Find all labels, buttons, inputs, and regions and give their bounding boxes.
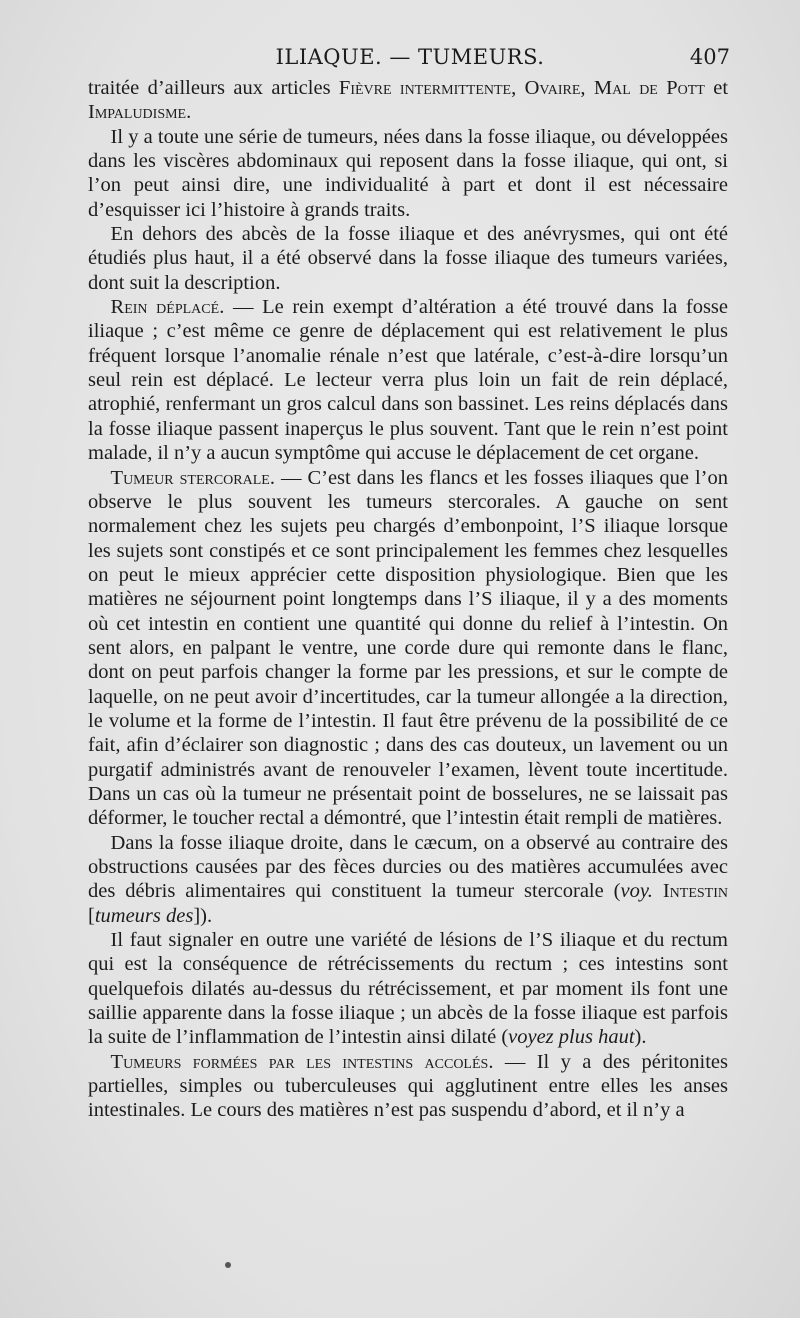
text-run: traitée d’ailleurs aux articles <box>88 77 339 99</box>
paragraph <box>88 928 728 1050</box>
body-text <box>88 76 728 1123</box>
text-run: . — Le rein exempt d’altération a été trouvé dans la fosse iliaque ; c’est même ce genre de déplacement qui est relativement le plus fréquent lorsque l’anomalie rénale n’est que latérale, c’est-à-dire lorsqu’un seul rein est déplacé. Le lecteur verra plus loin un fait de rein déplacé, atrophié, renfermant un gros calcul dans son bassinet. Les reins déplacés dans la fosse iliaque passent inaperçus le plus souvent. Tant que le rein n’est point malade, il n’y a aucun symptôme qui accuse le déplacement de cet organe. <box>88 296 728 465</box>
page-number: 407 <box>689 45 730 69</box>
small-caps-heading: Impaludisme <box>88 101 187 124</box>
small-caps-heading: Ovaire <box>524 77 581 99</box>
paragraph <box>88 466 728 831</box>
small-caps-heading: Tumeurs formées par les intestins accolés <box>110 1050 489 1073</box>
running-title: ILIAQUE. — TUMEURS. <box>275 45 545 69</box>
text-run: ]). <box>193 904 213 927</box>
text-run: [ <box>88 904 95 927</box>
small-caps-heading: Intestin <box>662 880 728 903</box>
paragraph <box>88 222 728 295</box>
small-caps-heading: Fièvre intermittente <box>338 77 512 99</box>
paragraph <box>88 1050 728 1123</box>
text-run: Il faut signaler en outre une variété de lésions de l’S iliaque et du rectum qui est la conséquence de rétrécissements du rectum ; ces intestins sont quelquefois dilatés au-dessus du rétrécissement, et par moment ils font une saillie apparente dans la fosse iliaque ; un abcès de la fosse iliaque est parfois la suite de l’inflammation de l’intestin ainsi dilaté ( <box>88 929 728 1049</box>
text-run: En dehors des abcès de la fosse iliaque et des anévrysmes, qui ont été étudiés plus haut, il a été observé dans la fosse iliaque des tumeurs variées, dont suit la description. <box>88 223 728 294</box>
italic-text: voy. <box>620 880 653 903</box>
text-run: , <box>511 77 525 99</box>
paragraph <box>88 831 728 928</box>
print-speck <box>225 1262 231 1268</box>
text-run <box>653 880 663 902</box>
text-run: . — Il y a des péritonites partielles, simples ou tuberculeuses qui agglutinent entre elles les anses intestinales. Le cours des matières n’est pas suspendu d’abord, et il n’y a <box>88 1050 729 1122</box>
page-header <box>90 42 730 72</box>
text-run: . <box>186 101 192 124</box>
text-run: Il y a toute une série de tumeurs, nées dans la fosse iliaque, ou développées dans les viscères abdominaux qui reposent dans la fosse iliaque, qui ont, si l’on peut ainsi dire, une individualité à part et dont il est nécessaire d’esquisser ici l’histoire à grands traits. <box>88 125 728 221</box>
paragraph <box>88 295 728 465</box>
paragraph <box>88 125 728 222</box>
small-caps-heading: Mal de Pott <box>593 77 705 99</box>
small-caps-heading: Rein déplacé <box>110 296 220 319</box>
text-run: ). <box>634 1026 647 1049</box>
small-caps-heading: Tumeur stercorale <box>110 466 270 489</box>
text-run: Dans la fosse iliaque droite, dans le cæcum, on a observé au contraire des obstructions causées par des fèces durcies ou des matières accumulées avec des débris alimentaires qui constituent la tumeur stercorale ( <box>88 831 728 903</box>
paragraph <box>88 76 728 125</box>
italic-text: voyez plus haut <box>508 1026 635 1049</box>
text-run: et <box>704 77 729 99</box>
text-run: , <box>580 77 594 99</box>
text-run: . — C’est dans les flancs et les fosses iliaques que l’on observe le plus souvent les tumeurs stercorales. A gauche on sent normalement chez les sujets peu chargés d’embonpoint, l’S iliaque lorsque les sujets sont constipés et ce sont principalement les femmes chez lesquelles on peut le mieux apprécier cette disposition physiologique. Bien que les matières ne séjournent point longtemps dans l’S iliaque, il y a des moments où cet intestin en contient une quantité qui donne du relief à l’intestin. On sent alors, en palpant le ventre, une corde dure qui remonte dans le flanc, dont on peut parfois changer la forme par les pressions, et sur le compte de laquelle, on ne peut avoir d’incertitudes, car la tumeur allongée a la direction, le volume et la forme de l’intestin. Il faut être prévenu de la possibilité de ce fait, afin d’éclairer son diagnostic ; dans des cas douteux, un lavement ou un purgatif administrés avant de renouveler l’examen, lèvent toute incertitude. Dans un cas où la tumeur ne présentait point de bosselures, ne se laissait pas déformer, le toucher rectal a démontré, que l’intestin était rempli de matières. <box>88 466 728 830</box>
italic-text: tumeurs des <box>94 904 194 927</box>
